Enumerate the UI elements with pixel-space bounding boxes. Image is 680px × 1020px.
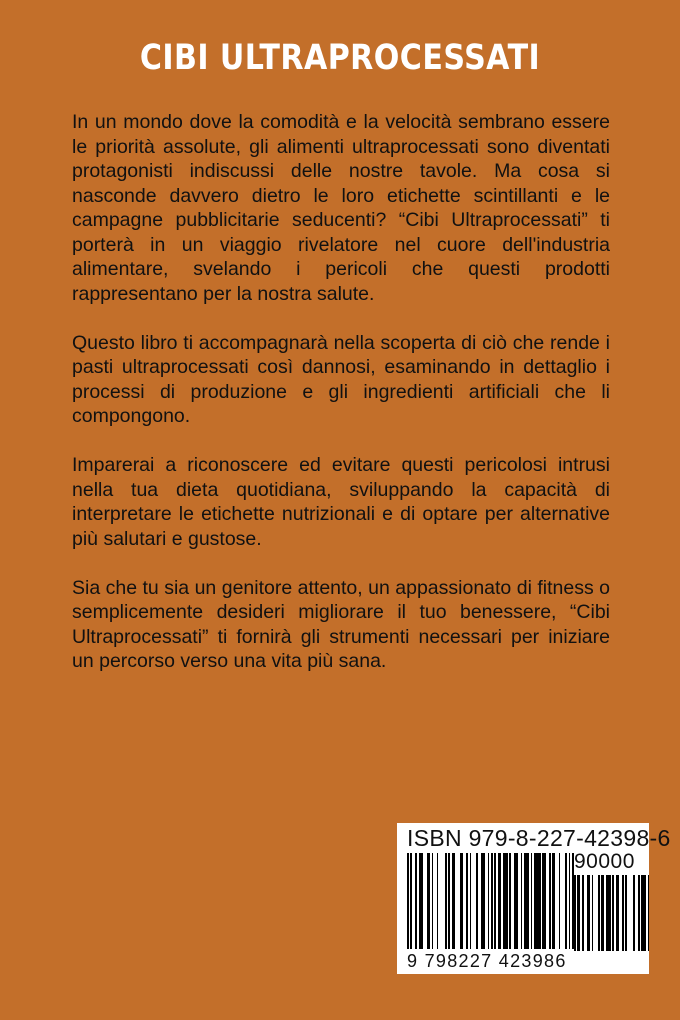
barcode-bar <box>437 853 439 949</box>
barcode-bar <box>587 875 590 951</box>
barcode-bar <box>503 853 508 949</box>
barcode-bar <box>565 853 567 949</box>
barcode-bar <box>641 875 646 951</box>
barcode-bar <box>432 853 434 949</box>
barcode-bar <box>498 853 501 949</box>
isbn-barcode <box>397 823 671 974</box>
barcode-bar <box>521 853 523 949</box>
blurb-paragraph-1: In un mondo dove la comodità e la velocità sembrano essere le priorità assolute, gli alimenti ultraprocessati sono diventati protagonisti indiscussi delle nostre tavole. Ma cosa si nasconde davvero dietro le loro etichette scintillanti e le campagne pubblicitarie seducenti? “Cibi Ultraprocessati” ti porterà in un viaggio rivelatore nel cuore dell'industria alimentare, svelando i pericoli che questi prodotti rappresentano per la nostra salute. <box>72 111 610 305</box>
barcode-bar <box>592 875 594 951</box>
barcode-bar <box>574 875 576 951</box>
price-code: 90000 <box>574 850 635 873</box>
barcode-bar <box>427 853 430 949</box>
barcode-bar <box>534 853 541 949</box>
barcode-bar <box>648 875 650 951</box>
ean-digits: 9 798227 423986 <box>407 951 567 971</box>
blurb <box>72 110 610 698</box>
barcode-bar <box>577 875 580 951</box>
barcode-bar <box>622 875 624 951</box>
barcode-bar <box>488 853 490 949</box>
barcode-bar <box>549 853 551 949</box>
barcode-bar <box>481 853 484 949</box>
barcode-bar <box>638 875 640 951</box>
barcode-bar <box>569 853 571 949</box>
barcode-bar <box>616 875 619 951</box>
book-title: CIBI ULTRAPROCESSATI <box>139 38 541 78</box>
barcode-bar <box>494 853 496 949</box>
barcode-bar <box>601 875 604 951</box>
barcode-bar <box>524 853 529 949</box>
barcode-bar <box>509 853 511 949</box>
isbn-label: ISBN 979-8-227-42398-6 <box>407 825 671 851</box>
barcode-bar <box>491 853 493 949</box>
barcode-bar <box>460 853 463 949</box>
blurb-paragraph-4: Sia che tu sia un genitore attento, un appassionato di fitness o semplicemente desideri migliorare il tuo benessere, “Cibi Ultraprocessati” ti fornirà gli strumenti necessari per iniziare un percorso verso una vita più sana. <box>72 576 610 672</box>
barcode-bar <box>452 853 455 949</box>
barcode-bar <box>470 853 472 949</box>
barcode-bar <box>419 853 424 949</box>
barcode-bar <box>448 853 450 949</box>
barcode-bar <box>625 875 627 951</box>
barcode-bar <box>612 875 614 951</box>
blurb-paragraph-3: Imparerai a riconoscere ed evitare questi pericolosi intrusi nella tua dieta quotidiana, sviluppando la capacità di interpretare le etichette nutrizionali e di optare per alternative più salutari e gustose. <box>72 454 610 550</box>
barcode-bar <box>633 875 635 951</box>
barcode-bar <box>445 853 447 949</box>
barcode-bar <box>606 875 611 951</box>
barcode-bar <box>552 853 555 949</box>
barcode-bar <box>407 853 409 949</box>
barcode-bar <box>514 853 517 949</box>
barcode-bar <box>559 853 561 949</box>
barcode-bar <box>598 875 600 951</box>
blurb-paragraph-2: Questo libro ti accompagnarà nella scoperta di ciò che rende i pasti ultraprocessati così dannosi, esaminando in dettaglio i processi di produzione e gli ingredienti artificiali che li compongono. <box>72 331 610 427</box>
barcode-bar <box>582 875 584 951</box>
barcode-bar <box>542 853 545 949</box>
barcode-bar <box>415 853 417 949</box>
barcode-bar <box>410 853 412 949</box>
barcode-bar <box>466 853 468 949</box>
barcode-bar <box>531 853 533 949</box>
barcode-bar <box>476 853 478 949</box>
